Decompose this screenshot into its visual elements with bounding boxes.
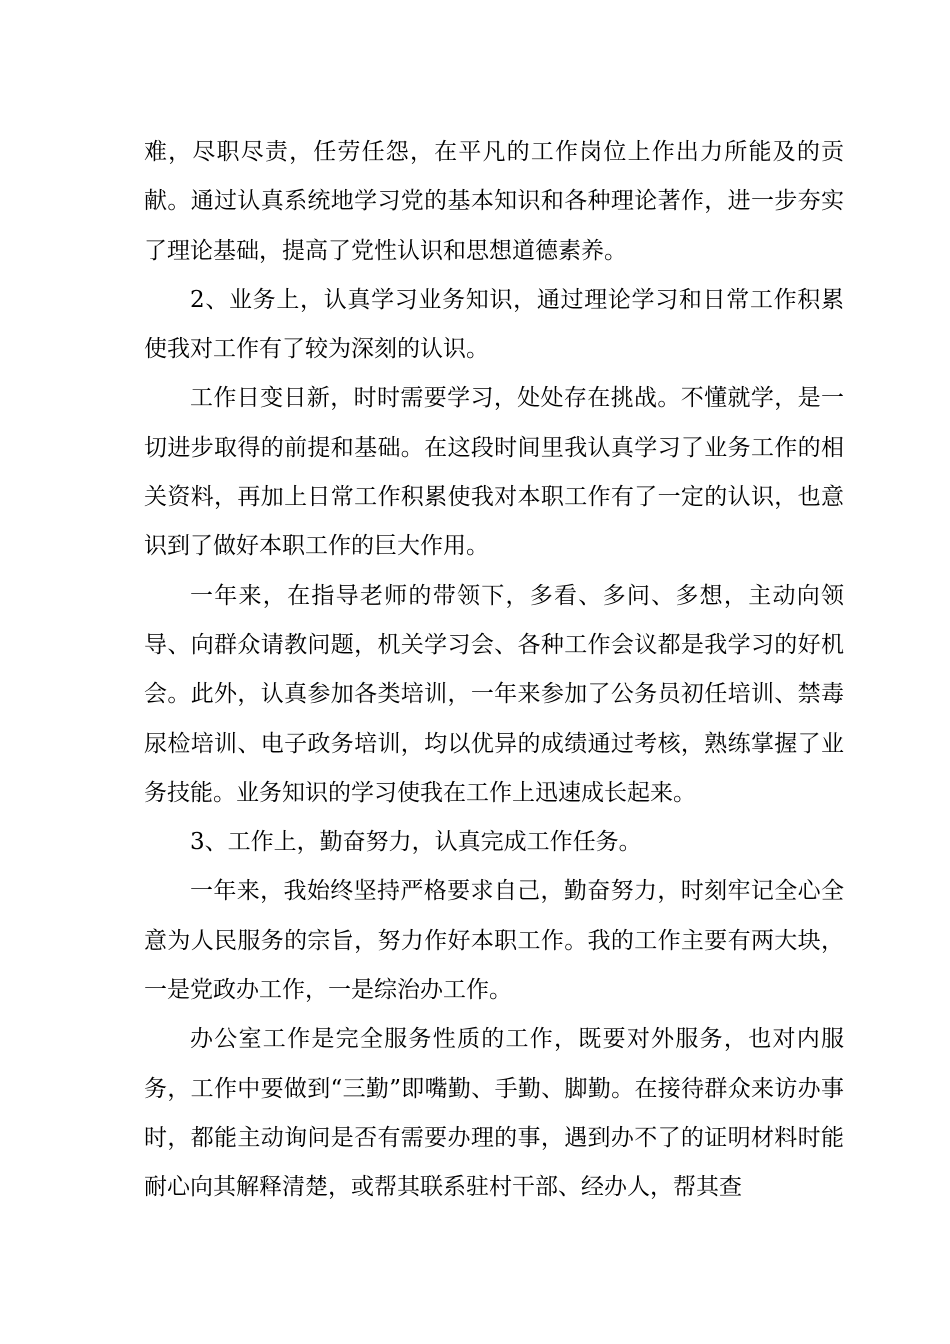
paragraph-continued: 难，尽职尽责，任劳任怨，在平凡的工作岗位上作出力所能及的贡献。通过认真系统地学习党的基本知识和各种理论著作，进一步夯实了理论基础，提高了党性认识和思想道德素养。 xyxy=(144,139,844,264)
paragraph-learning: 工作日变日新，时时需要学习，处处存在挑战。不懂就学，是一切进步取得的前提和基础。在这段时间里我认真学习了业务工作的相关资料，再加上日常工作积累使我对本职工作有了一定的认识，也意识到了做好本职工作的巨大作用。 xyxy=(144,385,844,560)
paragraph-office-work: 办公室工作是完全服务性质的工作，既要对外服务，也对内服务，工作中要做到“三勤”即嘴勤、手勤、脚勤。在接待群众来访办事时，都能主动询问是否有需要办理的事，遇到办不了的证明材料时能耐心向其解释清楚，或帮其联系驻村干部、经办人，帮其查 xyxy=(144,1026,844,1201)
paragraph-training: 一年来，在指导老师的带领下，多看、多问、多想，主动向领导、向群众请教问题，机关学习会、各种工作会议都是我学习的好机会。此外，认真参加各类培训，一年来参加了公务员初任培训、禁毒尿检培训、电子政务培训，均以优异的成绩通过考核，熟练掌握了业务技能。业务知识的学习使我在工作上迅速成长起来。 xyxy=(144,582,844,806)
document-body xyxy=(144,128,844,1213)
paragraph-work-heading: 3、工作上，勤奋努力，认真完成工作任务。 xyxy=(190,829,642,856)
paragraph-business-heading: 2、业务上，认真学习业务知识，通过理论学习和日常工作积累使我对工作有了较为深刻的认识。 xyxy=(144,286,844,363)
paragraph-work-duties: 一年来，我始终坚持严格要求自己，勤奋努力，时刻牢记全心全意为人民服务的宗旨，努力作好本职工作。我的工作主要有两大块，一是党政办工作，一是综治办工作。 xyxy=(144,878,844,1004)
